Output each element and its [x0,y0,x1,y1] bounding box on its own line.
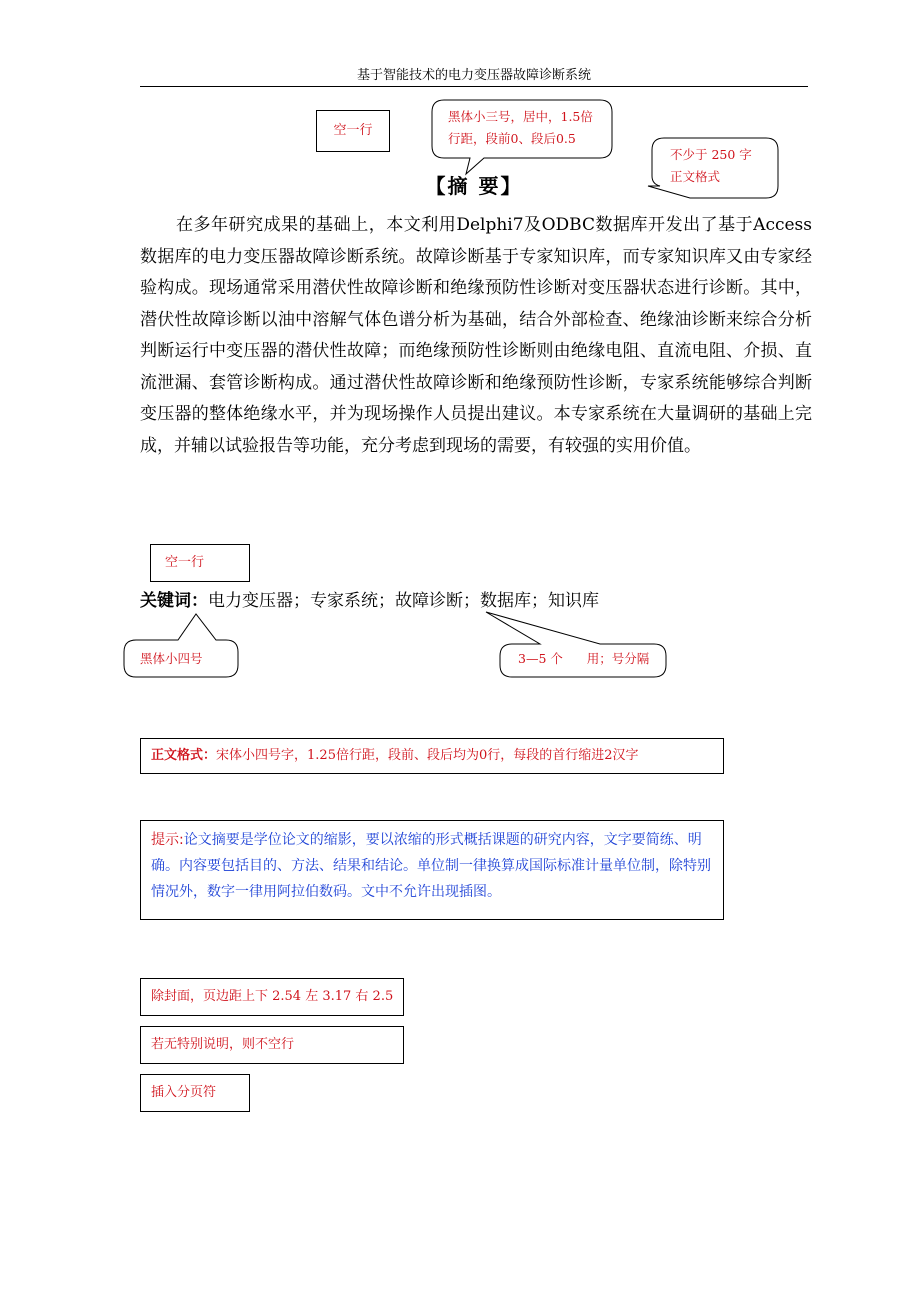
body-format-note [140,738,724,774]
keyword-format-note: 黑体小四号 [140,651,203,666]
min-chars-note-line2: 正文格式 [670,169,721,184]
hint-label: 提示: [151,832,184,848]
abstract-title: 【摘 要】 [425,174,523,198]
keyword-count-note: 3—5 个 用；号分隔 [518,651,650,666]
keywords-label: 关键词： [140,591,208,611]
title-format-note [448,106,610,150]
hint-text: 论文摘要是学位论文的缩影，要以浓缩的形式概括课题的研究内容，文字要简练、明确。内容要包括目的、方法、结果和结论。单位制一律换算成国际标准计量单位制，除特别情况外，数字一律用阿拉伯数码。文中不允许出现插图。 [151,832,711,900]
abstract-body: 在多年研究成果的基础上，本文利用Delphi7及ODBC数据库开发出了基于Access数据库的电力变压器故障诊断系统。故障诊断基于专家知识库，而专家知识库又由专家经验构成。现场通常采用潜伏性故障诊断和绝缘预防性诊断对变压器状态进行诊断。其中，潜伏性故障诊断以油中溶解气体色谱分析为基础，结合外部检查、绝缘油诊断来综合分析判断运行中变压器的潜伏性故障；而绝缘预防性诊断则由绝缘电阻、直流电阻、介损、直流泄漏、套管诊断构成。通过潜伏性故障诊断和绝缘预防性诊断，专家系统能够综合判断变压器的整体绝缘水平，并为现场操作人员提出建议。本专家系统在大量调研的基础上完成，并辅以试验报告等功能，充分考虑到现场的需要，有较强的实用价值。 [140,215,812,456]
no-blank-note: 若无特别说明，则不空行 [140,1026,404,1064]
keywords-list: 电力变压器；专家系统；故障诊断；数据库；知识库 [208,591,599,611]
keywords-line [140,588,812,614]
running-header: 基于智能技术的电力变压器故障诊断系统 [356,68,591,83]
body-format-text: 宋体小四号字，1.25倍行距，段前、段后均为0行，每段的首行缩进2汉字 [216,748,639,763]
title-format-note-line2: 行距，段前0、段后0.5 [448,131,576,146]
title-format-note-line1: 黑体小三号，居中，1.5倍 [448,109,593,124]
blank-line-note-mid: 空一行 [150,544,250,582]
page-break-note: 插入分页符 [140,1074,250,1112]
blank-line-note-top: 空一行 [316,110,390,152]
hint-note [140,820,724,920]
min-chars-note-line1: 不少于 250 字 [670,147,752,162]
body-format-label: 正文格式： [151,748,217,763]
margins-note: 除封面，页边距上下 2.54 左 3.17 右 2.5 [140,978,404,1016]
